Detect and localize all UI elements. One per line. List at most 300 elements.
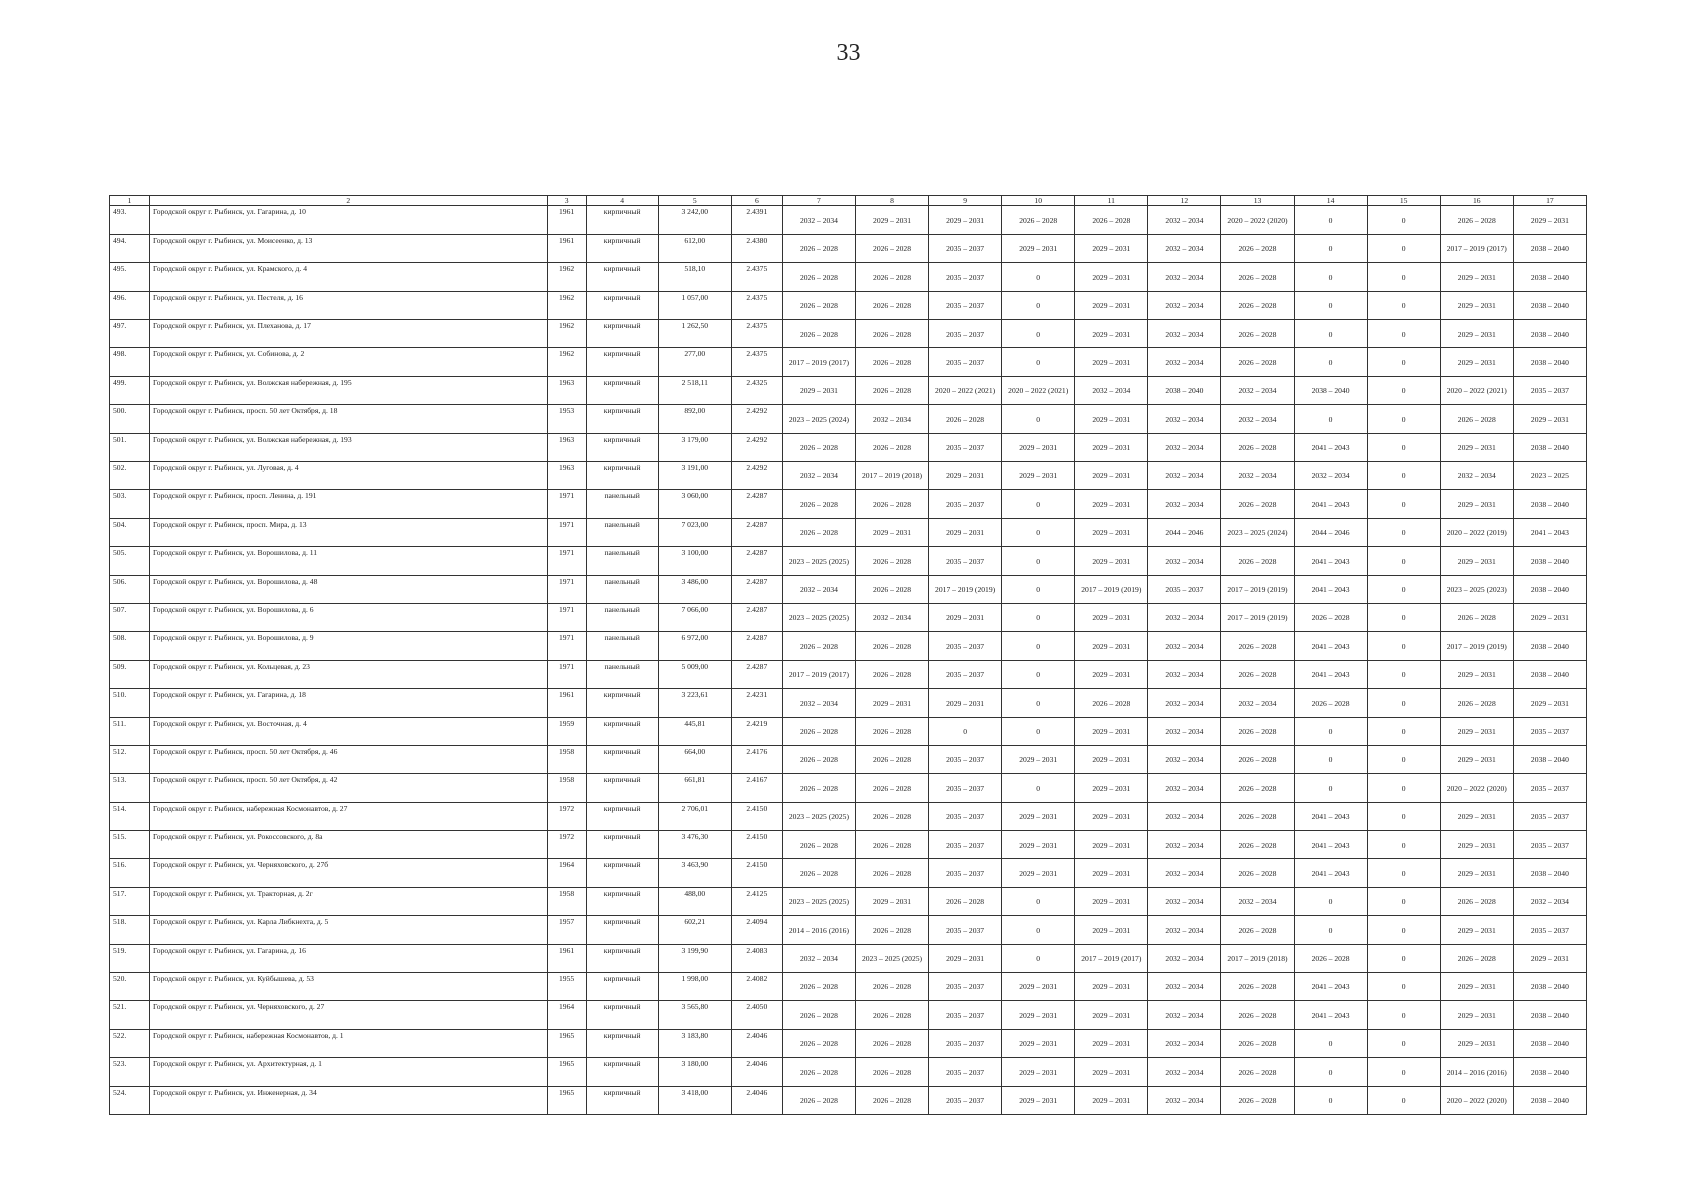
table-cell-col-7: 2026 – 2028 [782, 774, 855, 802]
table-cell-col-11: 2029 – 2031 [1075, 717, 1148, 745]
table-cell-col-11: 2029 – 2031 [1075, 547, 1148, 575]
table-cell-col-9: 2029 – 2031 [929, 206, 1002, 234]
table-cell-col-10: 2029 – 2031 [1002, 859, 1075, 887]
table-cell-col-5: 3 463,90 [658, 859, 731, 887]
table-cell-col-11: 2029 – 2031 [1075, 660, 1148, 688]
table-cell-col-15: 0 [1367, 376, 1440, 404]
table-cell-col-12: 2032 – 2034 [1148, 433, 1221, 461]
table-cell-col-7: 2017 – 2019 (2017) [782, 348, 855, 376]
table-cell-col-3: 1962 [547, 291, 586, 319]
table-cell-col-6: 2.4231 [731, 689, 782, 717]
table-cell-col-14: 2026 – 2028 [1294, 603, 1367, 631]
table-cell-col-4: кирпичный [586, 689, 658, 717]
table-cell-col-1: 518. [110, 916, 150, 944]
table-cell-col-5: 3 179,00 [658, 433, 731, 461]
table-cell-col-2: Городской округ г. Рыбинск, ул. Архитектурная, д. 1 [150, 1058, 548, 1086]
table-cell-col-8: 2032 – 2034 [855, 405, 928, 433]
table-cell-col-16: 2026 – 2028 [1440, 944, 1513, 972]
table-cell-col-10: 2026 – 2028 [1002, 206, 1075, 234]
table-cell-col-1: 503. [110, 490, 150, 518]
table-cell-col-2: Городской округ г. Рыбинск, ул. Гагарина, д. 16 [150, 944, 548, 972]
table-cell-col-16: 2029 – 2031 [1440, 291, 1513, 319]
table-cell-col-16: 2026 – 2028 [1440, 887, 1513, 915]
table-cell-col-9: 2035 – 2037 [929, 831, 1002, 859]
table-cell-col-3: 1958 [547, 774, 586, 802]
table-cell-col-6: 2.4380 [731, 234, 782, 262]
table-cell-col-2: Городской округ г. Рыбинск, ул. Карла Либкнехта, д. 5 [150, 916, 548, 944]
table-cell-col-16: 2029 – 2031 [1440, 433, 1513, 461]
table-cell-col-2: Городской округ г. Рыбинск, просп. Мира, д. 13 [150, 518, 548, 546]
table-cell-col-13: 2026 – 2028 [1221, 774, 1294, 802]
table-cell-col-11: 2029 – 2031 [1075, 632, 1148, 660]
table-cell-col-10: 0 [1002, 717, 1075, 745]
table-cell-col-1: 494. [110, 234, 150, 262]
column-number-7: 7 [782, 196, 855, 206]
table-cell-col-4: кирпичный [586, 916, 658, 944]
table-cell-col-13: 2032 – 2034 [1221, 376, 1294, 404]
table-cell-col-5: 3 060,00 [658, 490, 731, 518]
table-cell-col-7: 2026 – 2028 [782, 1058, 855, 1086]
column-number-3: 3 [547, 196, 586, 206]
table-cell-col-2: Городской округ г. Рыбинск, ул. Волжская набережная, д. 195 [150, 376, 548, 404]
table-row [110, 348, 1587, 376]
table-cell-col-17: 2038 – 2040 [1513, 973, 1586, 1001]
table-cell-col-13: 2026 – 2028 [1221, 547, 1294, 575]
table-cell-col-11: 2029 – 2031 [1075, 490, 1148, 518]
table-cell-col-8: 2026 – 2028 [855, 717, 928, 745]
table-cell-col-8: 2026 – 2028 [855, 234, 928, 262]
table-cell-col-8: 2023 – 2025 (2025) [855, 944, 928, 972]
table-cell-col-11: 2029 – 2031 [1075, 831, 1148, 859]
table-cell-col-3: 1961 [547, 206, 586, 234]
table-cell-col-4: кирпичный [586, 433, 658, 461]
table-cell-col-17: 2029 – 2031 [1513, 405, 1586, 433]
table-cell-col-2: Городской округ г. Рыбинск, ул. Ворошилова, д. 48 [150, 575, 548, 603]
table-cell-col-1: 521. [110, 1001, 150, 1029]
table-cell-col-13: 2026 – 2028 [1221, 433, 1294, 461]
table-cell-col-8: 2029 – 2031 [855, 206, 928, 234]
table-cell-col-6: 2.4375 [731, 291, 782, 319]
table-cell-col-6: 2.4292 [731, 405, 782, 433]
table-cell-col-6: 2.4292 [731, 433, 782, 461]
table-row [110, 603, 1587, 631]
table-cell-col-12: 2032 – 2034 [1148, 973, 1221, 1001]
table-cell-col-16: 2029 – 2031 [1440, 320, 1513, 348]
table-cell-col-14: 2044 – 2046 [1294, 518, 1367, 546]
table-cell-col-17: 2038 – 2040 [1513, 263, 1586, 291]
table-cell-col-6: 2.4287 [731, 490, 782, 518]
table-cell-col-16: 2020 – 2022 (2021) [1440, 376, 1513, 404]
table-cell-col-4: панельный [586, 490, 658, 518]
table-cell-col-2: Городской округ г. Рыбинск, ул. Гагарина, д. 10 [150, 206, 548, 234]
table-cell-col-9: 2035 – 2037 [929, 433, 1002, 461]
column-number-9: 9 [929, 196, 1002, 206]
table-cell-col-12: 2032 – 2034 [1148, 1029, 1221, 1057]
table-cell-col-9: 2035 – 2037 [929, 632, 1002, 660]
table-cell-col-13: 2026 – 2028 [1221, 802, 1294, 830]
table-cell-col-14: 2041 – 2043 [1294, 973, 1367, 1001]
table-cell-col-10: 0 [1002, 887, 1075, 915]
table-cell-col-10: 0 [1002, 689, 1075, 717]
table-cell-col-4: кирпичный [586, 206, 658, 234]
table-cell-col-3: 1955 [547, 973, 586, 1001]
housing-repair-schedule-table [109, 195, 1587, 1115]
table-cell-col-12: 2032 – 2034 [1148, 603, 1221, 631]
table-cell-col-17: 2035 – 2037 [1513, 376, 1586, 404]
table-cell-col-5: 277,00 [658, 348, 731, 376]
table-cell-col-8: 2026 – 2028 [855, 1001, 928, 1029]
table-cell-col-7: 2026 – 2028 [782, 1001, 855, 1029]
table-cell-col-6: 2.4375 [731, 263, 782, 291]
table-cell-col-10: 2029 – 2031 [1002, 433, 1075, 461]
table-cell-col-17: 2038 – 2040 [1513, 1029, 1586, 1057]
table-row [110, 802, 1587, 830]
table-cell-col-7: 2026 – 2028 [782, 320, 855, 348]
table-row [110, 660, 1587, 688]
table-cell-col-11: 2029 – 2031 [1075, 405, 1148, 433]
table-cell-col-14: 0 [1294, 348, 1367, 376]
table-cell-col-14: 2041 – 2043 [1294, 1001, 1367, 1029]
table-cell-col-16: 2017 – 2019 (2019) [1440, 632, 1513, 660]
table-cell-col-17: 2035 – 2037 [1513, 802, 1586, 830]
table-cell-col-5: 445,81 [658, 717, 731, 745]
table-cell-col-16: 2029 – 2031 [1440, 547, 1513, 575]
column-number-6: 6 [731, 196, 782, 206]
table-cell-col-12: 2035 – 2037 [1148, 575, 1221, 603]
table-cell-col-12: 2032 – 2034 [1148, 490, 1221, 518]
table-cell-col-6: 2.4046 [731, 1029, 782, 1057]
table-cell-col-9: 2029 – 2031 [929, 462, 1002, 490]
table-row [110, 263, 1587, 291]
table-cell-col-5: 3 242,00 [658, 206, 731, 234]
table-cell-col-12: 2032 – 2034 [1148, 887, 1221, 915]
table-cell-col-15: 0 [1367, 291, 1440, 319]
table-row [110, 490, 1587, 518]
table-cell-col-8: 2026 – 2028 [855, 660, 928, 688]
table-cell-col-6: 2.4287 [731, 632, 782, 660]
table-cell-col-12: 2032 – 2034 [1148, 717, 1221, 745]
table-cell-col-15: 0 [1367, 774, 1440, 802]
table-row [110, 944, 1587, 972]
table-cell-col-2: Городской округ г. Рыбинск, ул. Моисеенко, д. 13 [150, 234, 548, 262]
table-cell-col-2: Городской округ г. Рыбинск, ул. Гагарина, д. 18 [150, 689, 548, 717]
table-cell-col-4: кирпичный [586, 234, 658, 262]
table-cell-col-4: кирпичный [586, 320, 658, 348]
table-cell-col-9: 2035 – 2037 [929, 1058, 1002, 1086]
table-cell-col-1: 495. [110, 263, 150, 291]
table-cell-col-3: 1962 [547, 320, 586, 348]
table-cell-col-3: 1972 [547, 802, 586, 830]
table-cell-col-5: 602,21 [658, 916, 731, 944]
table-cell-col-16: 2020 – 2022 (2020) [1440, 1086, 1513, 1114]
table-cell-col-14: 0 [1294, 887, 1367, 915]
table-cell-col-14: 2041 – 2043 [1294, 490, 1367, 518]
table-cell-col-13: 2026 – 2028 [1221, 234, 1294, 262]
table-cell-col-2: Городской округ г. Рыбинск, просп. 50 лет Октября, д. 18 [150, 405, 548, 433]
table-cell-col-4: панельный [586, 575, 658, 603]
column-number-16: 16 [1440, 196, 1513, 206]
table-cell-col-12: 2032 – 2034 [1148, 944, 1221, 972]
table-cell-col-1: 497. [110, 320, 150, 348]
table-cell-col-13: 2026 – 2028 [1221, 717, 1294, 745]
table-cell-col-17: 2038 – 2040 [1513, 1001, 1586, 1029]
table-cell-col-13: 2032 – 2034 [1221, 887, 1294, 915]
table-cell-col-2: Городской округ г. Рыбинск, ул. Пестеля, д. 16 [150, 291, 548, 319]
table-cell-col-11: 2029 – 2031 [1075, 291, 1148, 319]
table-cell-col-13: 2032 – 2034 [1221, 405, 1294, 433]
table-cell-col-9: 2035 – 2037 [929, 547, 1002, 575]
table-cell-col-1: 522. [110, 1029, 150, 1057]
table-cell-col-13: 2026 – 2028 [1221, 348, 1294, 376]
table-cell-col-2: Городской округ г. Рыбинск, просп. Ленина, д. 191 [150, 490, 548, 518]
table-cell-col-15: 0 [1367, 916, 1440, 944]
table-cell-col-13: 2026 – 2028 [1221, 320, 1294, 348]
table-cell-col-4: кирпичный [586, 1001, 658, 1029]
table-cell-col-16: 2023 – 2025 (2023) [1440, 575, 1513, 603]
table-cell-col-14: 0 [1294, 291, 1367, 319]
table-cell-col-15: 0 [1367, 831, 1440, 859]
table-cell-col-4: кирпичный [586, 1086, 658, 1114]
table-cell-col-3: 1962 [547, 263, 586, 291]
table-cell-col-4: панельный [586, 660, 658, 688]
table-cell-col-7: 2032 – 2034 [782, 575, 855, 603]
table-cell-col-1: 505. [110, 547, 150, 575]
table-cell-col-1: 511. [110, 717, 150, 745]
table-cell-col-6: 2.4219 [731, 717, 782, 745]
table-cell-col-8: 2026 – 2028 [855, 774, 928, 802]
table-cell-col-2: Городской округ г. Рыбинск, ул. Восточная, д. 4 [150, 717, 548, 745]
table-cell-col-12: 2032 – 2034 [1148, 802, 1221, 830]
table-cell-col-14: 0 [1294, 717, 1367, 745]
table-cell-col-7: 2026 – 2028 [782, 745, 855, 773]
table-cell-col-7: 2023 – 2025 (2025) [782, 603, 855, 631]
table-row [110, 320, 1587, 348]
table-cell-col-12: 2032 – 2034 [1148, 263, 1221, 291]
table-cell-col-15: 0 [1367, 944, 1440, 972]
table-cell-col-2: Городской округ г. Рыбинск, ул. Тракторная, д. 2г [150, 887, 548, 915]
table-cell-col-12: 2032 – 2034 [1148, 348, 1221, 376]
table-cell-col-4: кирпичный [586, 348, 658, 376]
table-cell-col-3: 1953 [547, 405, 586, 433]
column-number-8: 8 [855, 196, 928, 206]
table-cell-col-9: 2035 – 2037 [929, 1086, 1002, 1114]
table-cell-col-8: 2026 – 2028 [855, 263, 928, 291]
table-row [110, 916, 1587, 944]
table-cell-col-14: 0 [1294, 1086, 1367, 1114]
table-cell-col-16: 2026 – 2028 [1440, 603, 1513, 631]
table-cell-col-11: 2026 – 2028 [1075, 689, 1148, 717]
table-cell-col-7: 2026 – 2028 [782, 291, 855, 319]
table-cell-col-15: 0 [1367, 689, 1440, 717]
table-cell-col-5: 518,10 [658, 263, 731, 291]
table-cell-col-11: 2029 – 2031 [1075, 973, 1148, 1001]
table-cell-col-15: 0 [1367, 1058, 1440, 1086]
table-cell-col-14: 0 [1294, 206, 1367, 234]
table-cell-col-10: 2029 – 2031 [1002, 234, 1075, 262]
table-cell-col-7: 2026 – 2028 [782, 518, 855, 546]
table-cell-col-13: 2026 – 2028 [1221, 1086, 1294, 1114]
table-cell-col-14: 2041 – 2043 [1294, 802, 1367, 830]
table-cell-col-1: 502. [110, 462, 150, 490]
table-cell-col-17: 2035 – 2037 [1513, 916, 1586, 944]
table-cell-col-9: 2026 – 2028 [929, 405, 1002, 433]
table-cell-col-4: кирпичный [586, 973, 658, 1001]
table-cell-col-13: 2026 – 2028 [1221, 291, 1294, 319]
table-cell-col-1: 519. [110, 944, 150, 972]
table-cell-col-1: 506. [110, 575, 150, 603]
table-cell-col-9: 2035 – 2037 [929, 490, 1002, 518]
table-cell-col-11: 2029 – 2031 [1075, 518, 1148, 546]
column-number-5: 5 [658, 196, 731, 206]
table-cell-col-5: 7 066,00 [658, 603, 731, 631]
table-cell-col-6: 2.4083 [731, 944, 782, 972]
table-cell-col-16: 2029 – 2031 [1440, 973, 1513, 1001]
table-cell-col-9: 2035 – 2037 [929, 745, 1002, 773]
table-cell-col-6: 2.4176 [731, 745, 782, 773]
table-cell-col-7: 2014 – 2016 (2016) [782, 916, 855, 944]
table-cell-col-4: кирпичный [586, 1058, 658, 1086]
table-cell-col-14: 0 [1294, 1029, 1367, 1057]
column-number-10: 10 [1002, 196, 1075, 206]
table-cell-col-8: 2029 – 2031 [855, 887, 928, 915]
table-cell-col-17: 2038 – 2040 [1513, 291, 1586, 319]
table-cell-col-9: 2035 – 2037 [929, 263, 1002, 291]
table-cell-col-14: 0 [1294, 263, 1367, 291]
table-cell-col-1: 499. [110, 376, 150, 404]
table-cell-col-12: 2032 – 2034 [1148, 1058, 1221, 1086]
table-cell-col-2: Городской округ г. Рыбинск, ул. Волжская набережная, д. 193 [150, 433, 548, 461]
table-row [110, 689, 1587, 717]
table-cell-col-6: 2.4125 [731, 887, 782, 915]
table-cell-col-12: 2032 – 2034 [1148, 831, 1221, 859]
table-cell-col-14: 2038 – 2040 [1294, 376, 1367, 404]
table-cell-col-7: 2026 – 2028 [782, 433, 855, 461]
table-cell-col-9: 2035 – 2037 [929, 348, 1002, 376]
table-cell-col-10: 0 [1002, 263, 1075, 291]
table-row [110, 518, 1587, 546]
table-cell-col-11: 2017 – 2019 (2017) [1075, 944, 1148, 972]
table-cell-col-1: 500. [110, 405, 150, 433]
table-cell-col-7: 2026 – 2028 [782, 973, 855, 1001]
page-number: 33 [836, 40, 861, 66]
table-cell-col-8: 2026 – 2028 [855, 433, 928, 461]
table-cell-col-17: 2038 – 2040 [1513, 660, 1586, 688]
table-cell-col-1: 515. [110, 831, 150, 859]
table-cell-col-9: 2035 – 2037 [929, 774, 1002, 802]
table-cell-col-3: 1959 [547, 717, 586, 745]
table-cell-col-3: 1971 [547, 518, 586, 546]
table-cell-col-17: 2038 – 2040 [1513, 632, 1586, 660]
table-cell-col-10: 0 [1002, 944, 1075, 972]
table-cell-col-5: 2 706,01 [658, 802, 731, 830]
table-cell-col-1: 504. [110, 518, 150, 546]
table-cell-col-5: 3 180,00 [658, 1058, 731, 1086]
table-cell-col-6: 2.4287 [731, 660, 782, 688]
table-cell-col-7: 2023 – 2025 (2025) [782, 547, 855, 575]
table-cell-col-10: 0 [1002, 547, 1075, 575]
table-cell-col-13: 2026 – 2028 [1221, 859, 1294, 887]
table-cell-col-17: 2029 – 2031 [1513, 603, 1586, 631]
table-cell-col-5: 661,81 [658, 774, 731, 802]
table-cell-col-15: 0 [1367, 603, 1440, 631]
table-cell-col-12: 2032 – 2034 [1148, 234, 1221, 262]
table-cell-col-10: 2020 – 2022 (2021) [1002, 376, 1075, 404]
table-cell-col-7: 2023 – 2025 (2024) [782, 405, 855, 433]
table-cell-col-13: 2017 – 2019 (2019) [1221, 603, 1294, 631]
table-cell-col-6: 2.4094 [731, 916, 782, 944]
table-cell-col-2: Городской округ г. Рыбинск, ул. Крамского, д. 4 [150, 263, 548, 291]
table-cell-col-2: Городской округ г. Рыбинск, ул. Инженерная, д. 34 [150, 1086, 548, 1114]
table-cell-col-4: кирпичный [586, 462, 658, 490]
table-cell-col-10: 0 [1002, 632, 1075, 660]
table-cell-col-5: 3 100,00 [658, 547, 731, 575]
table-cell-col-5: 3 476,30 [658, 831, 731, 859]
table-cell-col-12: 2032 – 2034 [1148, 774, 1221, 802]
table-cell-col-2: Городской округ г. Рыбинск, набережная Космонавтов, д. 27 [150, 802, 548, 830]
table-cell-col-6: 2.4167 [731, 774, 782, 802]
table-cell-col-10: 0 [1002, 916, 1075, 944]
table-cell-col-13: 2026 – 2028 [1221, 1058, 1294, 1086]
table-row [110, 745, 1587, 773]
table-cell-col-10: 2029 – 2031 [1002, 1029, 1075, 1057]
table-cell-col-7: 2023 – 2025 (2025) [782, 802, 855, 830]
table-cell-col-4: кирпичный [586, 263, 658, 291]
table-cell-col-2: Городской округ г. Рыбинск, ул. Куйбышева, д. 53 [150, 973, 548, 1001]
table-cell-col-1: 512. [110, 745, 150, 773]
table-cell-col-14: 2041 – 2043 [1294, 547, 1367, 575]
table-cell-col-1: 498. [110, 348, 150, 376]
table-cell-col-11: 2032 – 2034 [1075, 376, 1148, 404]
table-cell-col-2: Городской округ г. Рыбинск, ул. Черняховского, д. 27 [150, 1001, 548, 1029]
table-cell-col-1: 510. [110, 689, 150, 717]
table-cell-col-6: 2.4150 [731, 831, 782, 859]
table-cell-col-8: 2026 – 2028 [855, 490, 928, 518]
table-cell-col-6: 2.4082 [731, 973, 782, 1001]
table-cell-col-10: 2029 – 2031 [1002, 462, 1075, 490]
table-cell-col-17: 2035 – 2037 [1513, 831, 1586, 859]
table-cell-col-5: 5 009,00 [658, 660, 731, 688]
table-cell-col-9: 2029 – 2031 [929, 689, 1002, 717]
table-cell-col-17: 2023 – 2025 [1513, 462, 1586, 490]
table-cell-col-6: 2.4287 [731, 518, 782, 546]
table-cell-col-13: 2032 – 2034 [1221, 462, 1294, 490]
table-row [110, 547, 1587, 575]
table-cell-col-10: 2029 – 2031 [1002, 831, 1075, 859]
table-cell-col-9: 2029 – 2031 [929, 518, 1002, 546]
table-cell-col-10: 2029 – 2031 [1002, 1086, 1075, 1114]
table-cell-col-14: 0 [1294, 745, 1367, 773]
table-cell-col-13: 2017 – 2019 (2018) [1221, 944, 1294, 972]
table-cell-col-15: 0 [1367, 490, 1440, 518]
table-cell-col-16: 2032 – 2034 [1440, 462, 1513, 490]
table-cell-col-13: 2026 – 2028 [1221, 831, 1294, 859]
table-row [110, 206, 1587, 234]
table-cell-col-3: 1958 [547, 745, 586, 773]
table-cell-col-17: 2035 – 2037 [1513, 717, 1586, 745]
table-cell-col-4: кирпичный [586, 774, 658, 802]
table-cell-col-15: 0 [1367, 802, 1440, 830]
table-row [110, 376, 1587, 404]
table-cell-col-16: 2029 – 2031 [1440, 717, 1513, 745]
column-number-14: 14 [1294, 196, 1367, 206]
table-cell-col-12: 2032 – 2034 [1148, 745, 1221, 773]
table-cell-col-8: 2029 – 2031 [855, 518, 928, 546]
table-cell-col-7: 2026 – 2028 [782, 717, 855, 745]
table-row [110, 774, 1587, 802]
table-cell-col-7: 2017 – 2019 (2017) [782, 660, 855, 688]
table-cell-col-3: 1958 [547, 887, 586, 915]
table-cell-col-6: 2.4287 [731, 547, 782, 575]
